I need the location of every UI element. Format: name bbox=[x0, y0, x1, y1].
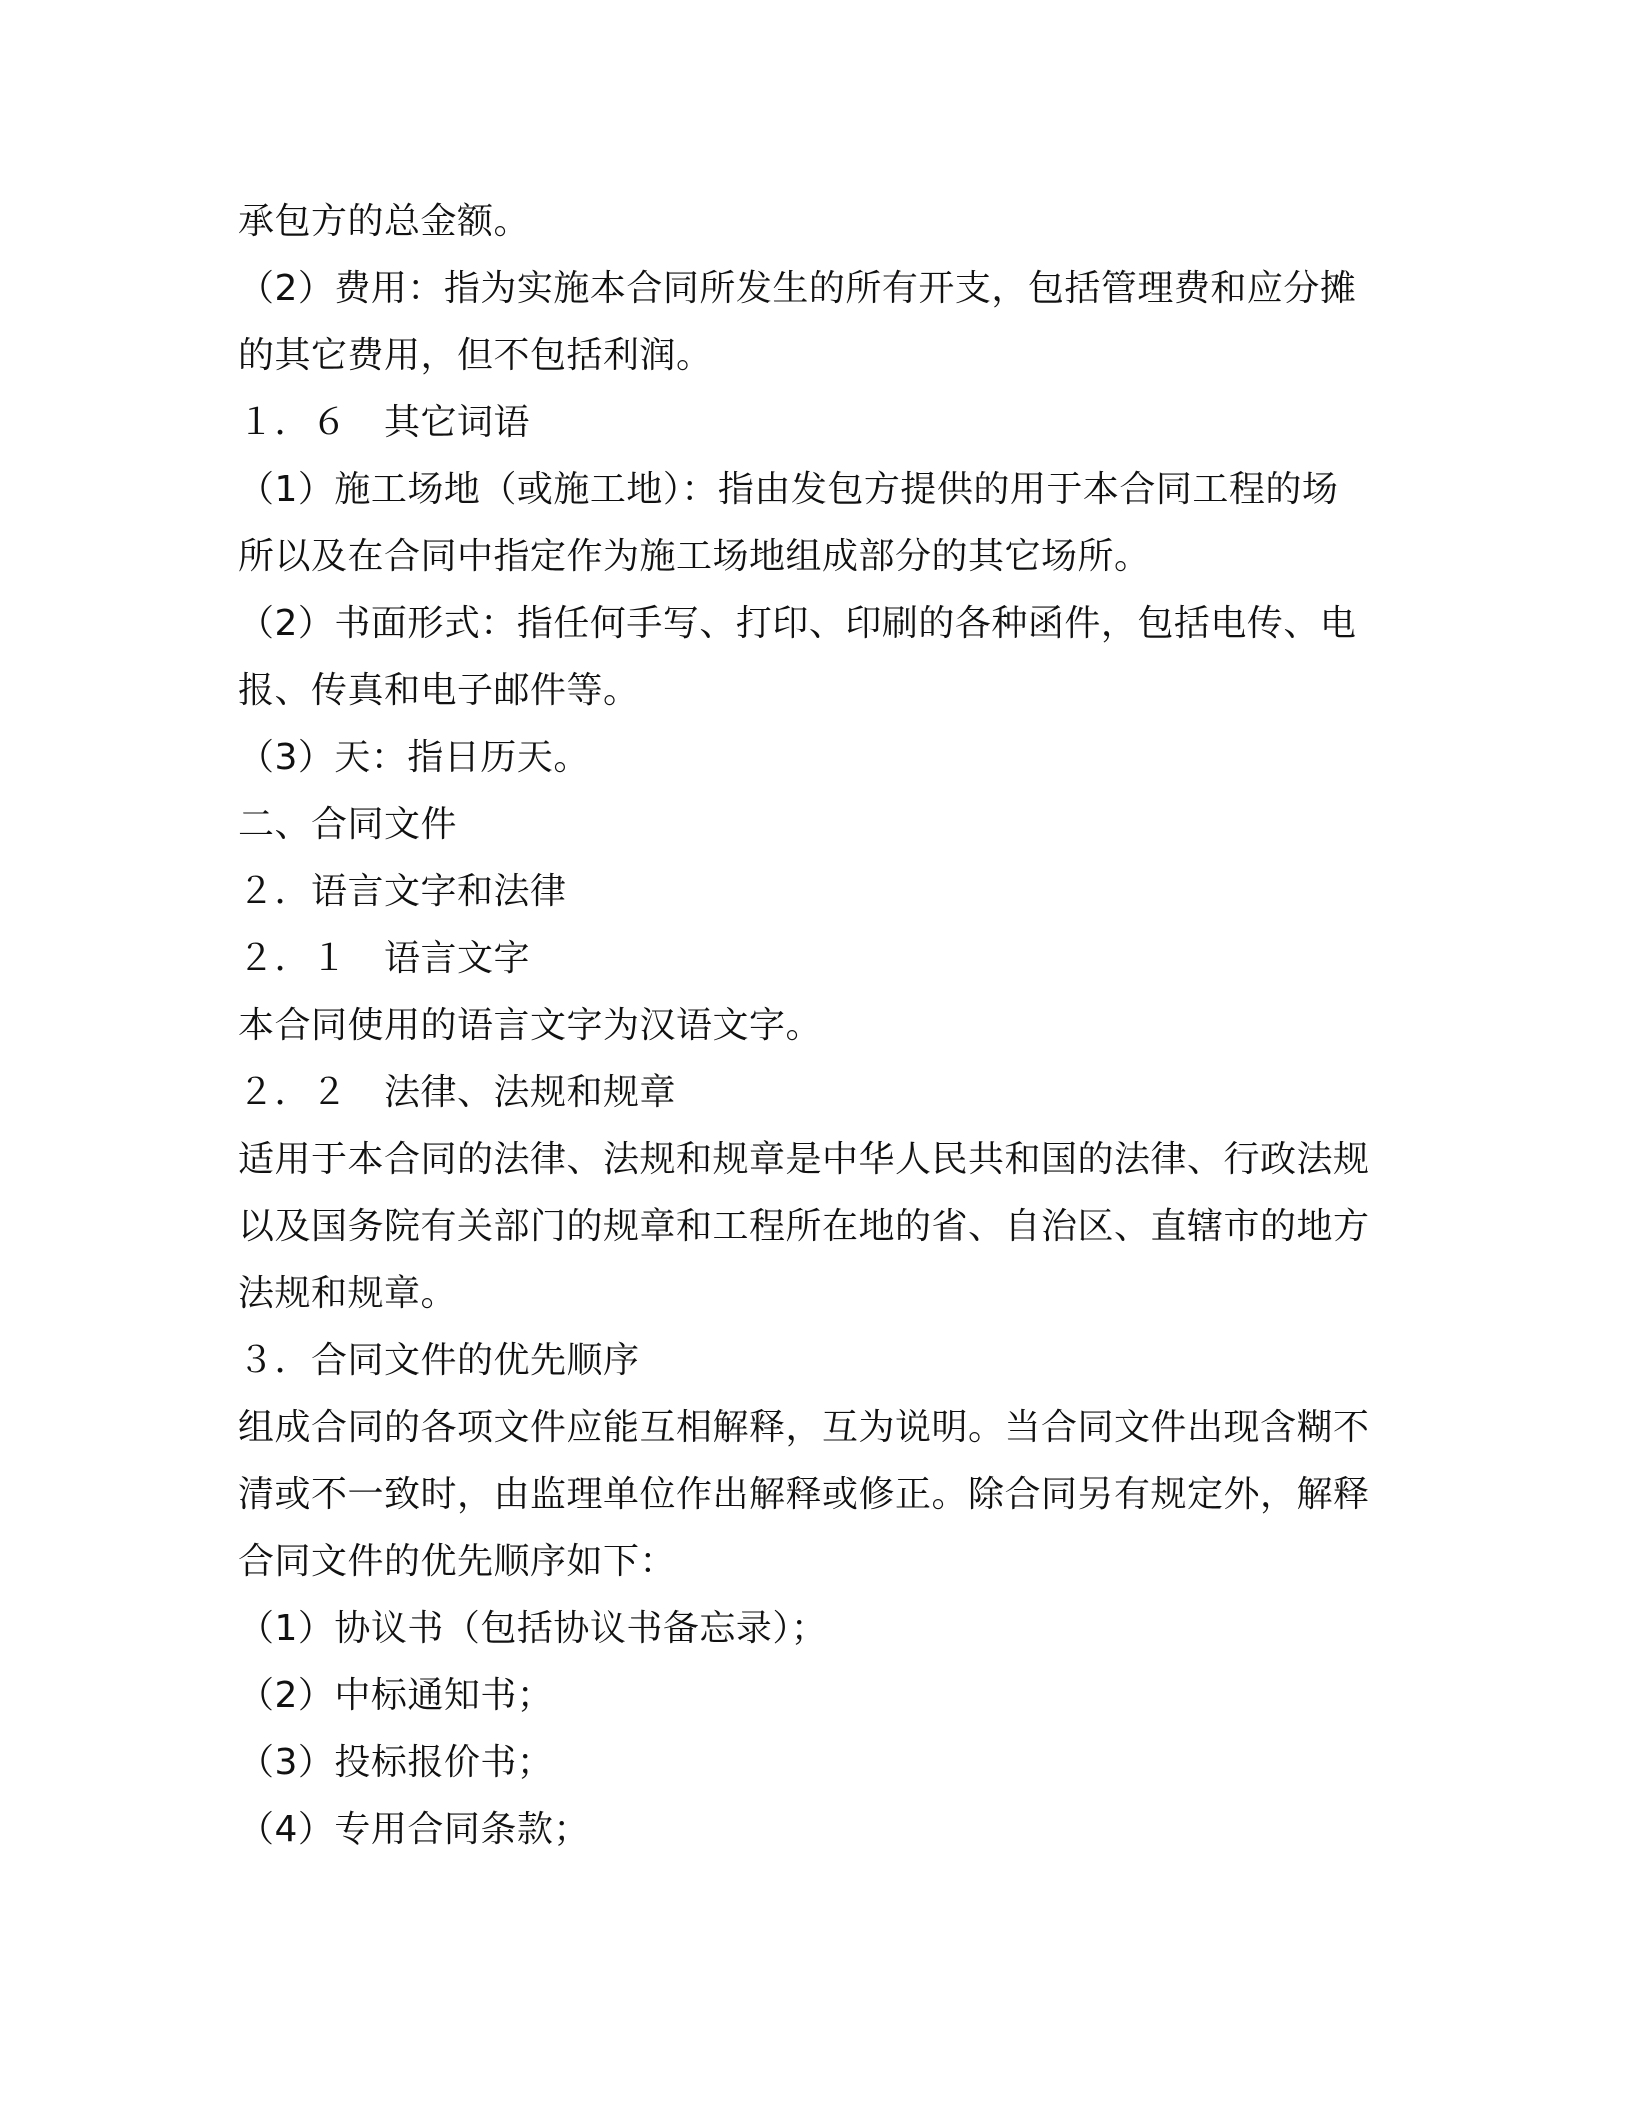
list-item: （4）专用合同条款； bbox=[238, 1809, 590, 1850]
section-heading: ２．语言文字和法律 bbox=[238, 871, 567, 912]
text-line: 承包方的总金额。 bbox=[238, 201, 531, 242]
chapter-heading: 二、合同文件 bbox=[238, 804, 458, 845]
text-line: （3）天：指日历天。 bbox=[238, 737, 590, 778]
text-line: 所以及在合同中指定作为施工场地组成部分的其它场所。 bbox=[238, 536, 1151, 577]
document-body bbox=[238, 188, 1390, 1863]
list-item: （2）中标通知书； bbox=[238, 1675, 554, 1716]
text-line: 组成合同的各项文件应能互相解释，互为说明。当合同文件出现含糊不 bbox=[238, 1407, 1370, 1448]
list-item: （3）投标报价书； bbox=[238, 1742, 554, 1783]
text-line: 本合同使用的语言文字为汉语文字。 bbox=[238, 1005, 823, 1046]
text-line: 的其它费用，但不包括利润。 bbox=[238, 335, 713, 376]
list-item: （1）协议书（包括协议书备忘录）； bbox=[238, 1608, 828, 1649]
text-line: 适用于本合同的法律、法规和规章是中华人民共和国的法律、行政法规 bbox=[238, 1139, 1370, 1180]
text-line: （2）书面形式：指任何手写、打印、印刷的各种函件，包括电传、电 bbox=[238, 603, 1357, 644]
text-line: 报、传真和电子邮件等。 bbox=[238, 670, 640, 711]
section-heading: ３．合同文件的优先顺序 bbox=[238, 1340, 640, 1381]
text-line: （1）施工场地（或施工地）：指由发包方提供的用于本合同工程的场 bbox=[238, 469, 1339, 510]
text-line: 以及国务院有关部门的规章和工程所在地的省、自治区、直辖市的地方 bbox=[238, 1206, 1370, 1247]
text-line: 清或不一致时，由监理单位作出解释或修正。除合同另有规定外，解释 bbox=[238, 1474, 1370, 1515]
text-line: 合同文件的优先顺序如下： bbox=[238, 1541, 677, 1582]
section-heading: １．６ 其它词语 bbox=[238, 402, 531, 443]
section-heading: ２．２ 法律、法规和规章 bbox=[238, 1072, 677, 1113]
text-line: 法规和规章。 bbox=[238, 1273, 458, 1314]
section-heading: ２．１ 语言文字 bbox=[238, 938, 531, 979]
text-line: （2）费用：指为实施本合同所发生的所有开支，包括管理费和应分摊 bbox=[238, 268, 1357, 309]
